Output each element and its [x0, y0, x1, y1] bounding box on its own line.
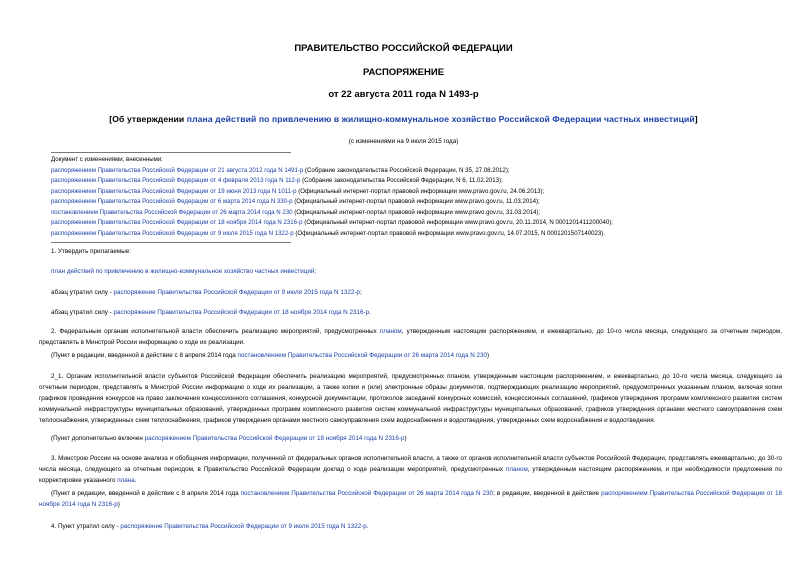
paragraph-2-a: 2. Федеральным органам исполнительной власти обеспечить реализацию мероприятий, предусмотренных: [51, 328, 380, 335]
change-link-7[interactable]: распоряжением Правительства Российской Федерации от 9 июля 2015 года N 1322-р: [51, 229, 294, 237]
title-close: ]: [694, 114, 698, 124]
change-link-3[interactable]: распоряжением Правительства Российской Федерации от 19 июня 2013 года N 1011-р: [51, 187, 297, 195]
paragraph-3-note-link-2[interactable]: распоряжением Правительства Российской Федерации от 18 ноября 2014 года N 2316-р: [39, 490, 783, 508]
date-number-heading: от 22 августа 2011 года N 1493-р: [328, 89, 479, 100]
paragraph-abzac-1: [51, 287, 362, 298]
change-link-5[interactable]: постановлением Правительства Российской Федерации от 26 марта 2014 года N 230: [51, 208, 293, 216]
changes-list: [51, 155, 791, 239]
plan-link[interactable]: план действий по привлечению в жилищно-коммунальное хозяйство частных инвестиций;: [51, 268, 317, 275]
paragraph-3-b: , утвержденным настоящим распоряжением, и при необходимости предложения по корректировке указанного: [39, 466, 782, 484]
amendment-subtitle: (с изменениями на 9 июля 2015 года): [348, 138, 459, 145]
paragraph-3-c: .: [134, 477, 137, 484]
document-type-heading: РАСПОРЯЖЕНИЕ: [362, 67, 445, 78]
paragraph-2-1: 2_1. Органам исполнительной власти субъектов Российской Федерации обеспечить реализацию мероприятий, предусмотренных планом, утвержденным настоящим распоряжением, и ежеквартально, до 10-го числа месяца, следующего за отчетным периодом, представлять в Минстрой России информацию о ходе их реализации, а также копии и (или) электронные образы документов, подтверждающих реализацию мероприятий, предусмотренных указанным планом, включая копии графиков проведения конкурсов на право заключения концессионного соглашения, конкурсной документации, протоколов заседаний конкурсных комиссий, концессионных соглашений, графиков утверждения программ комплексного развития систем коммунальной инфраструктуры муниципальных образований, утвержденных программ комплексного развития систем коммунальной инфраструктуры муниципальных образований, графиков утверждения органами местного самоуправления схем теплоснабжения, утвержденных схем теплоснабжения, графиков утверждения органами местного самоуправления схем водоснабжения и водоотведения, утвержденных схем водоснабжения и водоотведения.: [39, 373, 782, 424]
paragraph-3-a: 3. Минстрою России на основе анализа и обобщения информации, полученной от федеральных органов исполнительной власти, а также от органов исполнительной власти субъектов Российской Федерации, представлять ежеквартально, до 30-го числа месяца, следующего за отчетным периодом, в Правительство Российской Федерации доклад о ходе реализации мероприятий, предусмотренных: [39, 455, 782, 473]
change-source-2: (Собрание законодательства Российской Федерации, N 6, 11.02.2013);: [300, 177, 503, 184]
abzac-2-link[interactable]: распоряжение Правительства Российской Федерации от 18 ноября 2014 года N 2316-р: [113, 309, 370, 316]
abzac-1-end: ;: [359, 289, 362, 296]
paragraph-3-note-b: ; в редакции, введенной в действие: [493, 490, 602, 497]
paragraph-3-note: [39, 488, 782, 510]
paragraph-1-plan: [51, 266, 316, 277]
paragraph-3: [39, 453, 782, 486]
divider-top: [51, 152, 291, 153]
list-item: [51, 208, 791, 219]
paragraph-1: 1. Утвердить прилагаемые:: [51, 248, 131, 255]
document-title: [0, 114, 807, 124]
change-link-6[interactable]: распоряжением Правительства Российской Федерации от 18 ноября 2014 года N 2316-р: [51, 219, 303, 226]
paragraph-2-note-text: (Пункт в редакции, введенной в действие с 8 апреля 2014 года: [51, 352, 238, 359]
changes-intro: Документ с изменениями, внесенными:: [51, 156, 163, 163]
paragraph-2-1-note-end: ): [404, 435, 407, 442]
paragraph-abzac-2: [51, 307, 371, 318]
list-item: [51, 229, 791, 240]
title-open: [Об утверждении: [109, 114, 187, 124]
change-source-5: (Официальный интернет-портал правовой информации www.pravo.gov.ru, 31.03.2014);: [292, 208, 541, 216]
title-plan-link[interactable]: плана действий по привлечению в жилищно-коммунальное хозяйство Российской Федерации частных инвестиций: [186, 114, 695, 124]
paragraph-3-plan-link[interactable]: планом: [505, 466, 528, 473]
government-heading: ПРАВИТЕЛЬСТВО РОССИЙСКОЙ ФЕДЕРАЦИИ: [294, 43, 513, 54]
paragraph-2-note: [51, 350, 489, 361]
paragraph-2-note-end: ): [487, 352, 490, 359]
paragraph-3-plan-link-2[interactable]: плана: [117, 477, 135, 484]
abzac-2-text: абзац утратил силу -: [51, 309, 114, 316]
paragraph-2-note-link[interactable]: постановлением Правительства Российской Федерации от 26 марта 2014 года N 230: [237, 352, 488, 359]
change-source-4: (Официальный интернет-портал правовой информации www.pravo.gov.ru, 11.03.2014);: [292, 198, 540, 205]
divider-bottom: [51, 242, 291, 243]
change-link-1[interactable]: распоряжением Правительства Российской Федерации от 21 августа 2012 года N 1491-р: [51, 166, 304, 174]
paragraph-3-note-end: ): [117, 501, 120, 508]
change-source-1: (Собрание законодательства Российской Федерации, N 35, 27.08.2012);: [303, 166, 510, 174]
paragraph-4-link[interactable]: распоряжение Правительства Российской Федерации от 9 июля 2015 года N 1322-р: [120, 523, 367, 530]
paragraph-4-end: .: [366, 523, 369, 530]
paragraph-2-1-note-text: (Пункт дополнительно включен: [51, 435, 145, 442]
list-item: [51, 187, 791, 198]
change-link-2[interactable]: распоряжением Правительства Российской Федерации от 4 февраля 2013 года N 112-р: [51, 177, 301, 184]
paragraph-4-text: 4. Пункт утратил силу -: [51, 523, 121, 530]
list-item: [51, 176, 791, 187]
list-item: [51, 197, 791, 208]
paragraph-2-b: , утвержденным настоящим распоряжением, и ежеквартально, до 10-го числа месяца, следующего за отчетным периодом, представлять в Минстрой России информацию о ходе их реализации.: [39, 328, 782, 346]
paragraph-3-note-link-1[interactable]: постановлением Правительства Российской Федерации от 26 марта 2014 года N 230: [240, 490, 494, 497]
paragraph-2-plan-link[interactable]: планом: [379, 328, 402, 335]
abzac-2-end: .: [369, 309, 371, 316]
change-source-6: (Официальный интернет-портал правовой информации www.pravo.gov.ru, 20.11.2014, N 0001201411200040);: [302, 219, 613, 226]
change-source-7: (Официальный интернет-портал правовой информации www.pravo.gov.ru, 14.07.2015, N 0001201507140023).: [293, 229, 606, 237]
paragraph-2-1-note: [51, 433, 407, 444]
abzac-1-link[interactable]: распоряжение Правительства Российской Федерации от 9 июля 2015 года N 1322-р: [113, 289, 360, 296]
change-link-4[interactable]: распоряжением Правительства Российской Федерации от 6 марта 2014 года N 330-р: [51, 198, 293, 205]
paragraph-3-note-a: (Пункт в редакции, введенной в действие с 8 апреля 2014 года: [51, 490, 241, 497]
paragraph-2: [39, 326, 782, 348]
paragraph-2-1-note-link[interactable]: распоряжением Правительства Российской Федерации от 18 ноября 2014 года N 2316-р: [144, 435, 405, 442]
list-item: [51, 218, 791, 229]
change-source-3: (Официальный интернет-портал правовой информации www.pravo.gov.ru, 24.06.2013);: [296, 187, 545, 195]
abzac-1-text: абзац утратил силу -: [51, 289, 114, 296]
paragraph-4: [51, 521, 369, 532]
list-item: [51, 166, 791, 177]
